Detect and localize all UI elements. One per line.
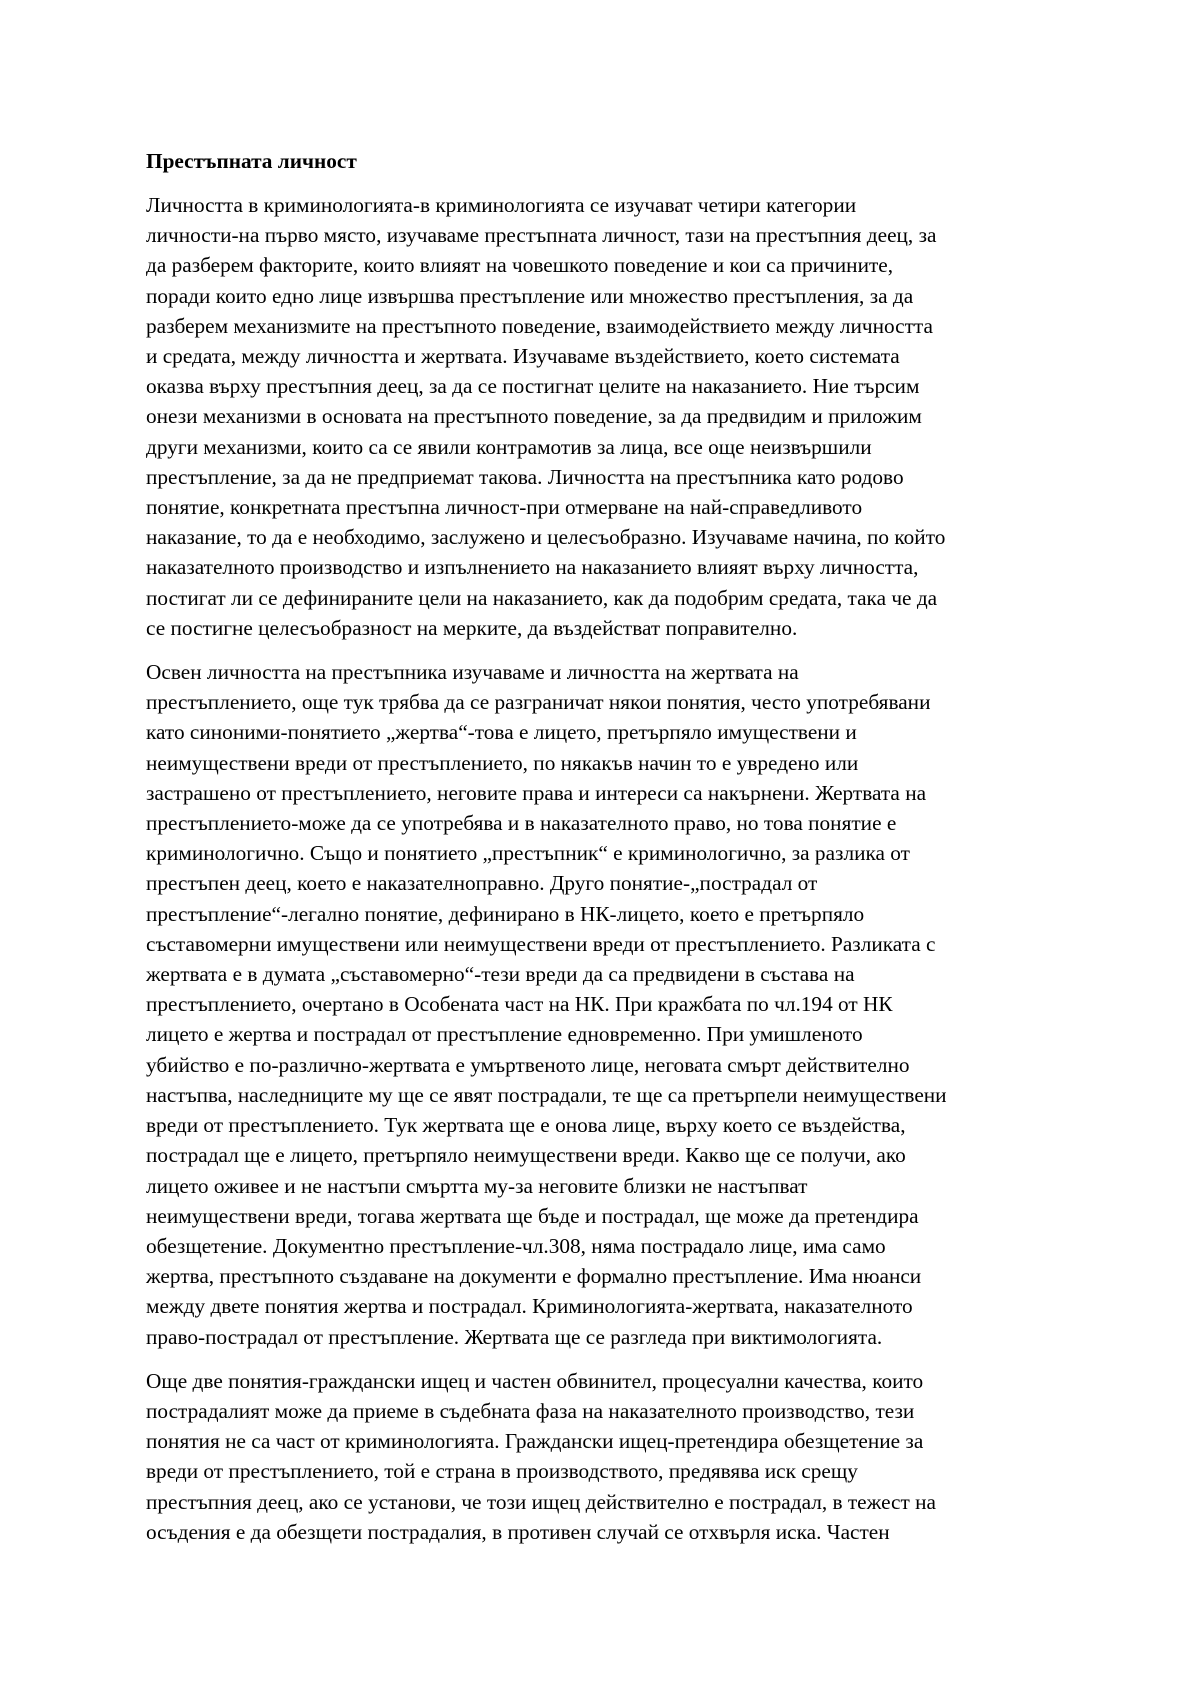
paragraph-line: поради които едно лице извършва престъпление или множество престъпления, за да xyxy=(146,283,914,308)
paragraph-line: обезщетение. Документно престъпление-чл.308, няма пострадало лице, има само xyxy=(146,1233,886,1258)
paragraph-line: жертвата е в думата „съставомерно“-тези вреди да са предвидени в състава на xyxy=(146,962,855,987)
paragraph-line: престъпление, за да не предприемат такова. Личността на престъпника като родово xyxy=(146,464,904,489)
paragraph-line: личности-на първо място, изучаваме престъпната личност, тази на престъпния деец, за xyxy=(146,223,937,248)
paragraph-line: и средата, между личността и жертвата. Изучаваме въздействието, което системата xyxy=(146,344,900,369)
paragraph-line: оказва върху престъпния деец, за да се постигнат целите на наказанието. Ние търсим xyxy=(146,374,920,399)
paragraph-line: Още две понятия-граждански ищец и частен обвинител, процесуални качества, които xyxy=(146,1368,924,1393)
paragraph-line: наказателното производство и изпълнението на наказанието влияят върху личността, xyxy=(146,555,919,580)
paragraph-line: Освен личността на престъпника изучаваме и личността на жертвата на xyxy=(146,660,799,685)
paragraph-line: престъплението, още тук трябва да се разграничат някои понятия, често употребявани xyxy=(146,690,931,715)
paragraph-line: понятие, конкретната престъпна личност-при отмерване на най-справедливото xyxy=(146,495,863,520)
paragraph-line: криминологично. Също и понятието „престъпник“ е криминологично, за разлика от xyxy=(146,841,910,866)
paragraph-line: да разберем факторите, които влияят на човешкото поведение и кои са причините, xyxy=(146,253,894,278)
paragraph-line: като синоними-понятието „жертва“-това е лицето, претърпяло имуществени и xyxy=(146,720,857,745)
paragraph-line: застрашено от престъплението, неговите права и интереси са накърнени. Жертвата на xyxy=(146,780,927,805)
paragraph-line: постигат ли се дефинираните цели на наказанието, как да подобрим средата, така че да xyxy=(146,585,938,610)
paragraph-line: разберем механизмите на престъпното поведение, взаимодействието между личността xyxy=(146,313,933,338)
paragraph-line: съставомерни имуществени или неимуществени вреди от престъплението. Разликата с xyxy=(146,931,936,956)
paragraph-line: право-пострадал от престъпление. Жертвата ще се разгледа при виктимологията. xyxy=(146,1324,883,1349)
paragraph-line: лицето е жертва и пострадал от престъпление едновременно. При умишленото xyxy=(146,1022,863,1047)
paragraph-3 xyxy=(146,1366,1066,1547)
paragraph-1 xyxy=(146,190,1066,643)
paragraphs-container xyxy=(146,190,1066,1547)
paragraph-line: неимуществени вреди, тогава жертвата ще бъде и пострадал, ще може да претендира xyxy=(146,1203,919,1228)
paragraph-line: се постигне целесъобразност на мерките, да въздействат поправително. xyxy=(146,615,798,640)
paragraph-line: осъдения е да обезщети пострадалия, в противен случай се отхвърля иска. Частен xyxy=(146,1519,890,1544)
paragraph-line: пострадал ще е лицето, претърпяло неимуществени вреди. Какво ще се получи, ако xyxy=(146,1143,906,1168)
paragraph-line: вреди от престъплението. Тук жертвата ще е онова лице, върху което се въздейства, xyxy=(146,1113,906,1138)
paragraph-line: други механизми, които са се явили контрамотив за лица, все още неизвършили xyxy=(146,434,872,459)
paragraph-line: онези механизми в основата на престъпното поведение, за да предвидим и приложим xyxy=(146,404,922,429)
document-title: Престъпната личност xyxy=(146,149,357,173)
paragraph-line: престъпление“-легално понятие, дефинирано в НК-лицето, което е претърпяло xyxy=(146,901,865,926)
paragraph-line: Личността в криминологията-в криминологията се изучават четири категории xyxy=(146,193,857,217)
paragraph-line: понятия не са част от криминологията. Граждански ищец-претендира обезщетение за xyxy=(146,1429,924,1454)
paragraph-line: лицето оживее и не настъпи смъртта му-за неговите близки не настъпват xyxy=(146,1173,808,1198)
paragraph-2 xyxy=(146,657,1066,1352)
paragraph-line: престъпен деец, което е наказателноправно. Друго понятие-„пострадал от xyxy=(146,871,818,896)
paragraph-line: престъплението, очертано в Особената част на НК. При кражбата по чл.194 от НК xyxy=(146,992,893,1017)
paragraph-line: престъплението-може да се употребява и в наказателното право, но това понятие е xyxy=(146,811,897,836)
document-body xyxy=(146,146,1066,1561)
paragraph-line: наказание, то да е необходимо, заслужено и целесъобразно. Изучаваме начина, по който xyxy=(146,525,946,550)
paragraph-line: вреди от престъплението, той е страна в производството, предявява иск срещу xyxy=(146,1459,858,1484)
paragraph-line: престъпния деец, ако се установи, че този ищец действително е пострадал, в тежест на xyxy=(146,1489,936,1514)
paragraph-line: убийство е по-различно-жертвата е умъртвеното лице, неговата смърт действително xyxy=(146,1052,910,1077)
paragraph-line: между двете понятия жертва и пострадал. Криминологията-жертвата, наказателното xyxy=(146,1294,913,1319)
paragraph-line: пострадалият може да приеме в съдебната фаза на наказателното производство, тези xyxy=(146,1398,915,1423)
paragraph-line: настъпва, наследниците му ще се явят пострадали, те ще са претърпели неимуществени xyxy=(146,1082,947,1107)
paragraph-line: неимуществени вреди от престъплението, по някакъв начин то е увредено или xyxy=(146,750,859,775)
paragraph-line: жертва, престъпното създаване на документи е формално престъпление. Има нюанси xyxy=(146,1264,922,1289)
